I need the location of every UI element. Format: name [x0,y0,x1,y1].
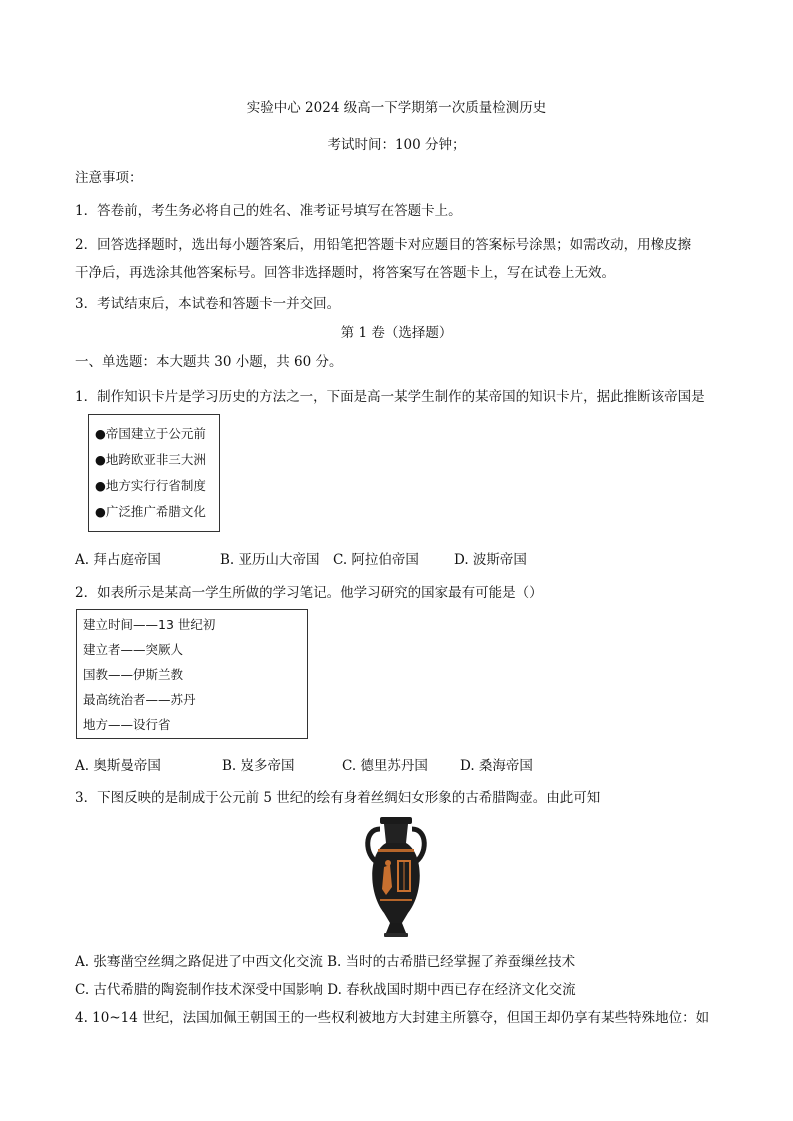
card-line: ●广泛推广希腊文化 [95,504,206,519]
question-3-stem: 3．下图反映的是制成于公元前 5 世纪的绘有身着丝绸妇女形象的古希腊陶壶。由此可知 [75,790,601,806]
q2-option-d: D. 桑海帝国 [460,758,533,774]
q2-option-a: A. 奥斯曼帝国 [75,758,161,774]
note-1: 1．答卷前，考生务必将自己的姓名、准考证号填写在答题卡上。 [75,203,462,219]
table-row: 地方——设行省 [83,717,171,732]
knowledge-card [88,414,220,532]
q2-option-c: C. 德里苏丹国 [342,758,428,774]
q1-option-c: C. 阿拉伯帝国 [333,552,419,568]
note-2-line-2: 干净后，再选涂其他答案标号。回答非选择题时，将答案写在答题卡上，写在试卷上无效。 [75,265,615,281]
part-heading: 一、单选题：本大题共 30 小题，共 60 分。 [75,354,343,370]
question-2-stem: 2．如表所示是某高一学生所做的学习笔记。他学习研究的国家最有可能是（） [75,585,543,601]
q1-option-a: A. 拜占庭帝国 [75,552,161,568]
q1-option-b: B. 亚历山大帝国 [220,552,320,568]
study-notes-table [76,609,308,739]
card-line: ●地跨欧亚非三大洲 [95,452,206,467]
table-row: 建立者——突厥人 [83,642,184,657]
q3-options-line-2: C. 古代希腊的陶瓷制作技术深受中国影响 D. 春秋战国时期中西已存在经济文化交流 [75,982,576,998]
table-row: 建立时间——13 世纪初 [83,617,216,632]
exam-title: 实验中心 2024 级高一下学期第一次质量检测历史 [246,100,547,116]
question-4-stem: 4. 10~14 世纪，法国加佩王朝国王的一些权利被地方大封建主所篡夺，但国王却仍享有某些特殊地位：如 [75,1010,710,1026]
q1-option-d: D. 波斯帝国 [454,552,527,568]
exam-time: 考试时间：100 分钟； [327,137,466,153]
note-3: 3．考试结束后，本试卷和答题卡一并交回。 [75,296,341,312]
question-1-stem: 1．制作知识卡片是学习历史的方法之一，下面是高一某学生制作的某帝国的知识卡片，据此推断该帝国是 [75,389,705,405]
greek-amphora-image [360,815,432,940]
volume-heading: 第 1 卷（选择题） [340,325,453,341]
table-row: 最高统治者——苏丹 [83,692,196,707]
notes-heading: 注意事项： [75,170,143,186]
card-line: ●地方实行行省制度 [95,478,206,493]
q2-option-b: B. 岌多帝国 [222,758,295,774]
card-line: ●帝国建立于公元前 [95,426,206,441]
table-row: 国教——伊斯兰教 [83,667,184,682]
q3-options-line-1: A. 张骞凿空丝绸之路促进了中西文化交流 B. 当时的古希腊已经掌握了养蚕缫丝技术 [75,954,576,970]
note-2-line-1: 2．回答选择题时，选出每小题答案后，用铅笔把答题卡对应题目的答案标号涂黑；如需改动，用橡皮擦 [75,237,692,253]
